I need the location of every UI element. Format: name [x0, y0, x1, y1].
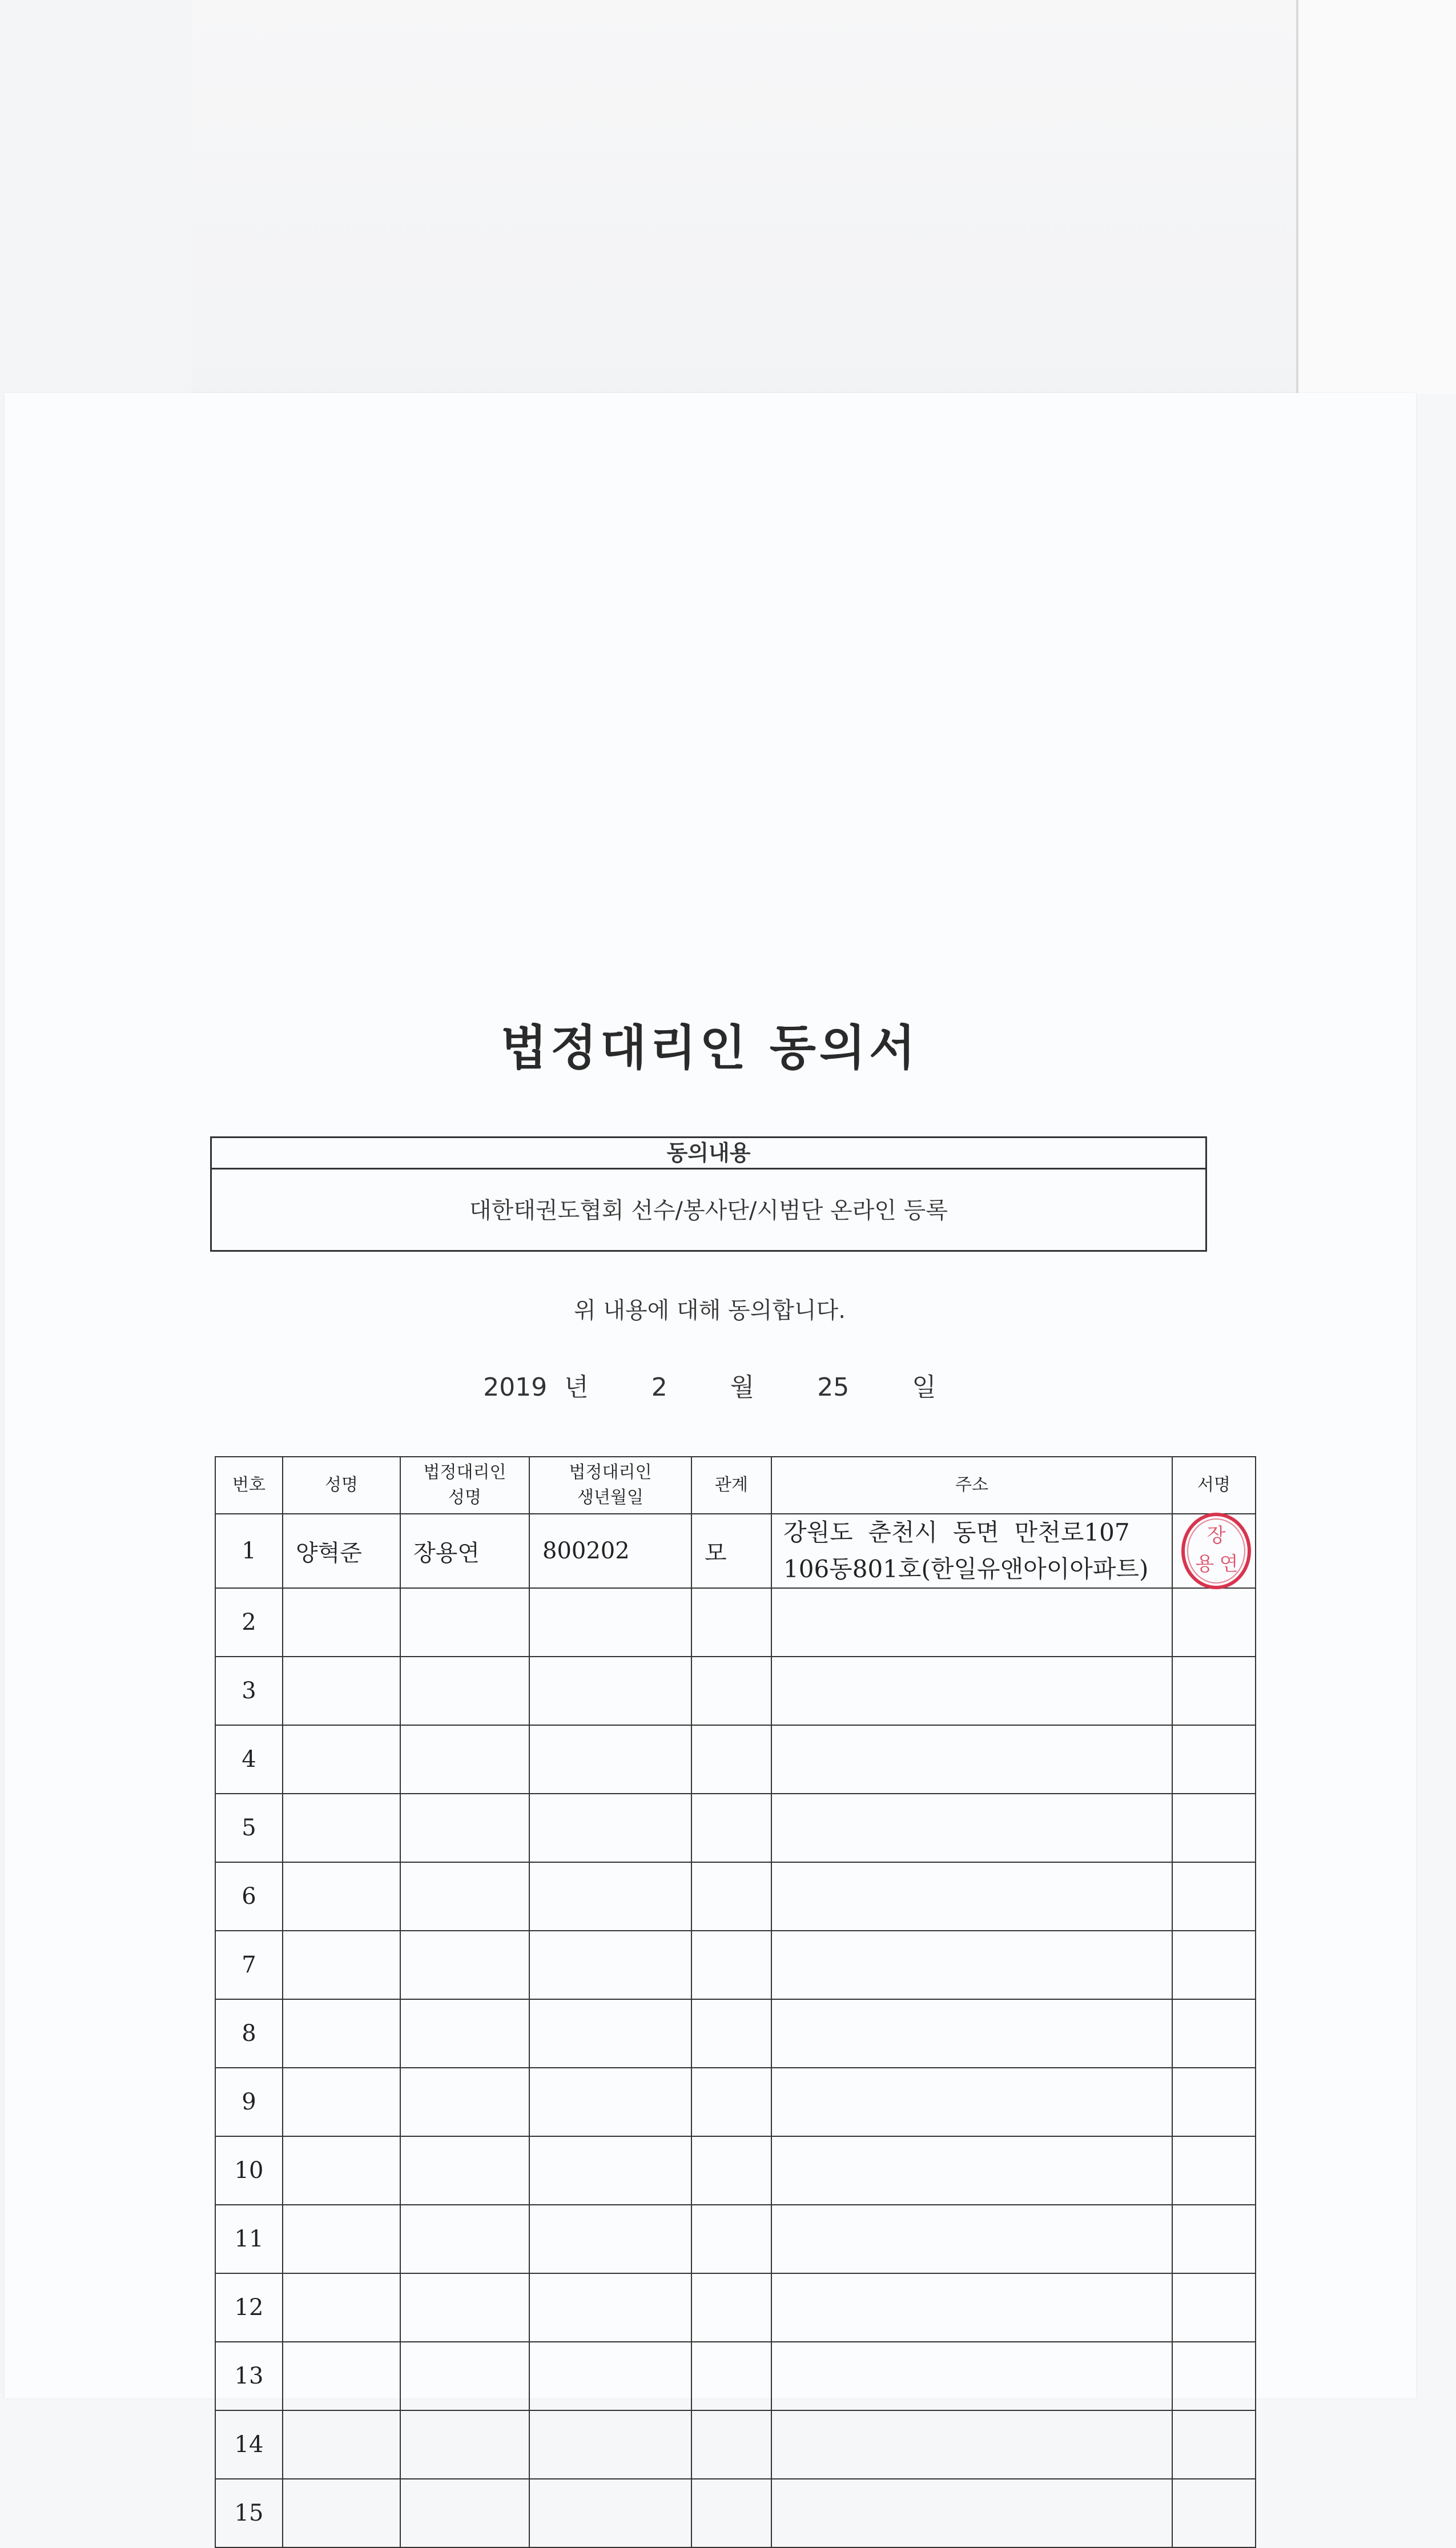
cell-rep-birth: [529, 1657, 691, 1725]
cell-rep-birth: 800202: [529, 1514, 691, 1588]
header-relation: 관계: [691, 1457, 771, 1514]
cell-relation: [691, 1794, 771, 1862]
cell-relation: [691, 1931, 771, 1999]
cell-signature: [1172, 1514, 1256, 1588]
cell-address: [771, 1794, 1172, 1862]
cell-signature: [1172, 2205, 1256, 2273]
cell-signature: [1172, 1931, 1256, 1999]
table-row: [215, 1862, 1256, 1931]
cell-rep-birth: [529, 1794, 691, 1862]
cell-no: 2: [215, 1588, 283, 1657]
consent-content-box: [210, 1136, 1207, 1252]
cell-rep-name: 장용연: [400, 1514, 529, 1588]
cell-name: [283, 2479, 400, 2547]
cell-no: 9: [215, 2068, 283, 2136]
cell-rep-name: [400, 1794, 529, 1862]
agree-statement: 위 내용에 대해 동의합니다.: [574, 1297, 846, 1324]
cell-relation: [691, 1725, 771, 1794]
table-row: [215, 1931, 1256, 1999]
cell-address: [771, 1725, 1172, 1794]
cell-name: [283, 1794, 400, 1862]
cell-relation: [691, 2273, 771, 2342]
cell-no: 1: [215, 1514, 283, 1588]
date-year-unit: 년: [564, 1373, 589, 1402]
cell-address: [771, 1931, 1172, 1999]
header-address: 주소: [771, 1457, 1172, 1514]
cell-rep-birth: [529, 2068, 691, 2136]
svg-text:연: 연: [1219, 1553, 1238, 1576]
cell-no: 14: [215, 2410, 283, 2479]
table-row: [215, 1514, 1256, 1588]
cell-name: [283, 2273, 400, 2342]
consent-body: 대한태권도협회 선수/봉사단/시범단 온라인 등록: [469, 1197, 948, 1224]
cell-rep-birth: [529, 2342, 691, 2410]
cell-rep-name: [400, 1588, 529, 1657]
cell-rep-name: [400, 1862, 529, 1931]
cell-relation: [691, 2136, 771, 2205]
header-rep-name-line1: 법정대리인: [423, 1462, 506, 1482]
header-name: 성명: [283, 1457, 400, 1514]
seal-stamp-icon: [1180, 1511, 1253, 1591]
date-year: 2019: [483, 1373, 548, 1402]
cell-rep-name: [400, 2205, 529, 2273]
cell-address: [771, 1588, 1172, 1657]
address-line1: 강원도 춘천시 동면 만천로107: [783, 1518, 1130, 1546]
cell-name: [283, 2410, 400, 2479]
cell-signature: [1172, 2136, 1256, 2205]
cell-rep-birth: [529, 2205, 691, 2273]
table-row: [215, 2342, 1256, 2410]
cell-no: 6: [215, 1862, 283, 1931]
cell-relation: [691, 1657, 771, 1725]
cell-address: [771, 2479, 1172, 2547]
cell-rep-birth: [529, 1862, 691, 1931]
header-rep-name-line2: 성명: [448, 1488, 481, 1508]
cell-rep-name: [400, 2342, 529, 2410]
table-row: [215, 2479, 1256, 2547]
cell-rep-birth: [529, 2273, 691, 2342]
table-row: [215, 1725, 1256, 1794]
date-month-unit: 월: [730, 1373, 755, 1402]
header-rep-name: [400, 1457, 529, 1514]
cell-no: 5: [215, 1794, 283, 1862]
cell-name: [283, 1862, 400, 1931]
cell-signature: [1172, 2068, 1256, 2136]
cell-rep-name: [400, 1657, 529, 1725]
table-row: [215, 2068, 1256, 2136]
cell-rep-birth: [529, 1931, 691, 1999]
cell-relation: [691, 2068, 771, 2136]
cell-name: [283, 1588, 400, 1657]
header-rep-birth: [529, 1457, 691, 1514]
cell-rep-name: [400, 1931, 529, 1999]
header-signature: 서명: [1172, 1457, 1256, 1514]
cell-address: [771, 1862, 1172, 1931]
table-row: [215, 1794, 1256, 1862]
svg-text:장: 장: [1206, 1524, 1226, 1547]
cell-no: 8: [215, 1999, 283, 2068]
cell-rep-birth: [529, 1999, 691, 2068]
table-row: [215, 2136, 1256, 2205]
document-page: [5, 393, 1416, 2526]
cell-name: [283, 1725, 400, 1794]
table-row: [215, 1588, 1256, 1657]
consent-header: 동의내용: [212, 1138, 1205, 1169]
header-rep-birth-line1: 법정대리인: [569, 1462, 652, 1482]
cell-relation: [691, 1862, 771, 1931]
cell-address: [771, 2136, 1172, 2205]
cell-rep-birth: [529, 1725, 691, 1794]
cell-name: [283, 2068, 400, 2136]
cell-name: [283, 2205, 400, 2273]
cell-no: 13: [215, 2342, 283, 2410]
cell-rep-name: [400, 2273, 529, 2342]
svg-text:용: 용: [1195, 1553, 1214, 1576]
cell-no: 7: [215, 1931, 283, 1999]
date-line: [5, 1367, 1415, 1403]
cell-signature: [1172, 2410, 1256, 2479]
cell-address: [771, 2068, 1172, 2136]
cell-no: 11: [215, 2205, 283, 2273]
scanner-background-top: [191, 0, 1299, 394]
cell-name: [283, 1931, 400, 1999]
cell-no: 10: [215, 2136, 283, 2205]
cell-rep-birth: [529, 2136, 691, 2205]
cell-signature: [1172, 2479, 1256, 2547]
cell-rep-name: [400, 2136, 529, 2205]
table-row: [215, 2410, 1256, 2479]
cell-relation: [691, 2205, 771, 2273]
cell-rep-name: [400, 1725, 529, 1794]
cell-signature: [1172, 2342, 1256, 2410]
cell-address: [771, 2342, 1172, 2410]
cell-relation: [691, 2479, 771, 2547]
cell-relation: 모: [691, 1514, 771, 1588]
cell-name: [283, 1999, 400, 2068]
cell-signature: [1172, 1725, 1256, 1794]
cell-relation: [691, 1999, 771, 2068]
cell-no: 12: [215, 2273, 283, 2342]
cell-relation: [691, 2410, 771, 2479]
cell-rep-name: [400, 2479, 529, 2547]
table-row: [215, 1999, 1256, 2068]
document-title: 법정대리인 동의서: [500, 1020, 919, 1076]
header-rep-birth-line2: 생년월일: [577, 1488, 643, 1508]
cell-rep-birth: [529, 1588, 691, 1657]
cell-no: 3: [215, 1657, 283, 1725]
cell-address: [771, 1514, 1172, 1588]
cell-rep-name: [400, 2410, 529, 2479]
cell-address: [771, 2410, 1172, 2479]
date-day-unit: 일: [912, 1373, 936, 1402]
cell-signature: [1172, 1862, 1256, 1931]
cell-signature: [1172, 1794, 1256, 1862]
cell-address: [771, 2205, 1172, 2273]
cell-name: [283, 1657, 400, 1725]
cell-name: [283, 2342, 400, 2410]
cell-name: [283, 2136, 400, 2205]
cell-name: 양혁준: [283, 1514, 400, 1588]
cell-no: 4: [215, 1725, 283, 1794]
cell-rep-birth: [529, 2479, 691, 2547]
date-month: 2: [651, 1373, 667, 1402]
date-day: 25: [817, 1373, 850, 1402]
cell-address: [771, 2273, 1172, 2342]
cell-no: 15: [215, 2479, 283, 2547]
cell-address: [771, 1657, 1172, 1725]
cell-signature: [1172, 1657, 1256, 1725]
table-header-row: [215, 1457, 1256, 1514]
table-row: [215, 2205, 1256, 2273]
cell-signature: [1172, 1588, 1256, 1657]
scanner-background-right: [1298, 0, 1456, 394]
table-row: [215, 1657, 1256, 1725]
cell-rep-name: [400, 1999, 529, 2068]
cell-address: [771, 1999, 1172, 2068]
cell-relation: [691, 2342, 771, 2410]
address-line2: 106동801호(한일유앤아이아파트): [783, 1555, 1149, 1583]
cell-signature: [1172, 2273, 1256, 2342]
cell-rep-name: [400, 2068, 529, 2136]
cell-rep-birth: [529, 2410, 691, 2479]
header-no: 번호: [215, 1457, 283, 1514]
cell-signature: [1172, 1999, 1256, 2068]
table-row: [215, 2273, 1256, 2342]
cell-relation: [691, 1588, 771, 1657]
representative-table: [215, 1456, 1256, 2548]
